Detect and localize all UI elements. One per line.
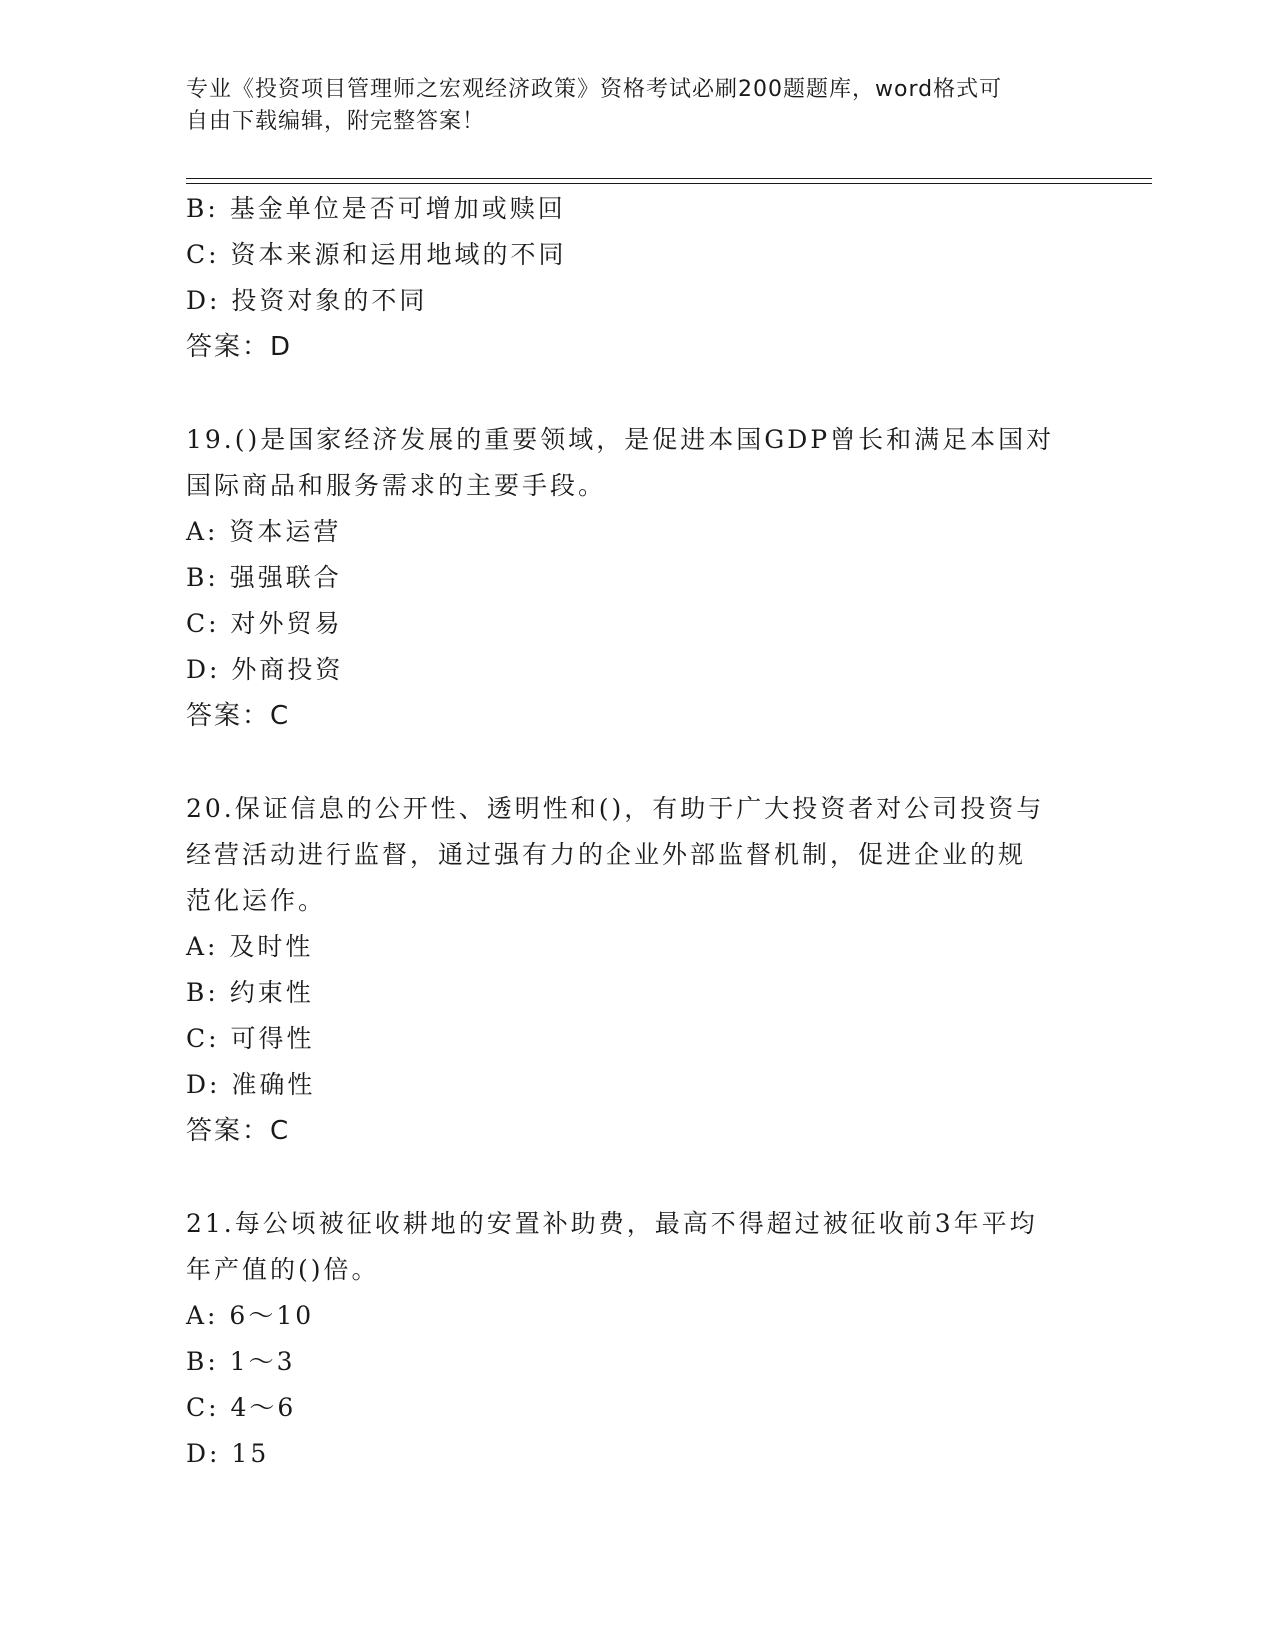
option-a: A: 6～10	[186, 1301, 315, 1330]
spacer	[186, 370, 1066, 417]
question-stem: 年产值的()倍。	[186, 1255, 380, 1284]
option-b: B: 强强联合	[186, 563, 342, 592]
header-line-2: 自由下载编辑，附完整答案！	[186, 109, 486, 134]
question-21	[186, 1201, 1066, 1477]
option-a: A: 及时性	[186, 932, 314, 961]
question-stem: 经营活动进行监督，通过强有力的企业外部监督机制，促进企业的规	[186, 840, 1027, 869]
question-stem: 20.保证信息的公开性、透明性和()，有助于广大投资者对公司投资与	[186, 794, 1045, 823]
spacer	[186, 739, 1066, 786]
question-18-continued	[186, 186, 1066, 370]
header-divider-top	[186, 178, 1152, 179]
question-19	[186, 417, 1066, 739]
option-b: B: 约束性	[186, 978, 314, 1007]
question-stem: 范化运作。	[186, 886, 327, 915]
answer: 答案：C	[186, 1116, 291, 1146]
question-stem: 国际商品和服务需求的主要手段。	[186, 471, 607, 500]
option-c: C: 对外贸易	[186, 609, 343, 638]
question-list	[186, 186, 1066, 1477]
option-b: B: 1～3	[186, 1347, 296, 1376]
option-d: D: 投资对象的不同	[186, 286, 428, 315]
question-stem: 19.()是国家经济发展的重要领域，是促进本国GDP曾长和满足本国对	[186, 425, 1055, 454]
question-stem: 21.每公顷被征收耕地的安置补助费，最高不得超过被征收前3年平均	[186, 1209, 1038, 1238]
option-d: D: 外商投资	[186, 655, 344, 684]
option-a: A: 资本运营	[186, 517, 342, 546]
question-20	[186, 786, 1066, 1154]
header-line-1: 专业《投资项目管理师之宏观经济政策》资格考试必刷200题题库，word格式可	[186, 77, 1003, 102]
document-header	[186, 74, 1066, 138]
option-d: D: 准确性	[186, 1070, 316, 1099]
option-c: C: 资本来源和运用地域的不同	[186, 240, 567, 269]
option-b: B: 基金单位是否可增加或赎回	[186, 194, 566, 223]
option-d: D: 15	[186, 1439, 270, 1468]
answer: 答案：C	[186, 701, 291, 731]
option-c: C: 4～6	[186, 1393, 297, 1422]
spacer	[186, 1154, 1066, 1201]
answer: 答案：D	[186, 332, 293, 362]
header-divider-bottom	[186, 183, 1152, 184]
option-c: C: 可得性	[186, 1024, 315, 1053]
